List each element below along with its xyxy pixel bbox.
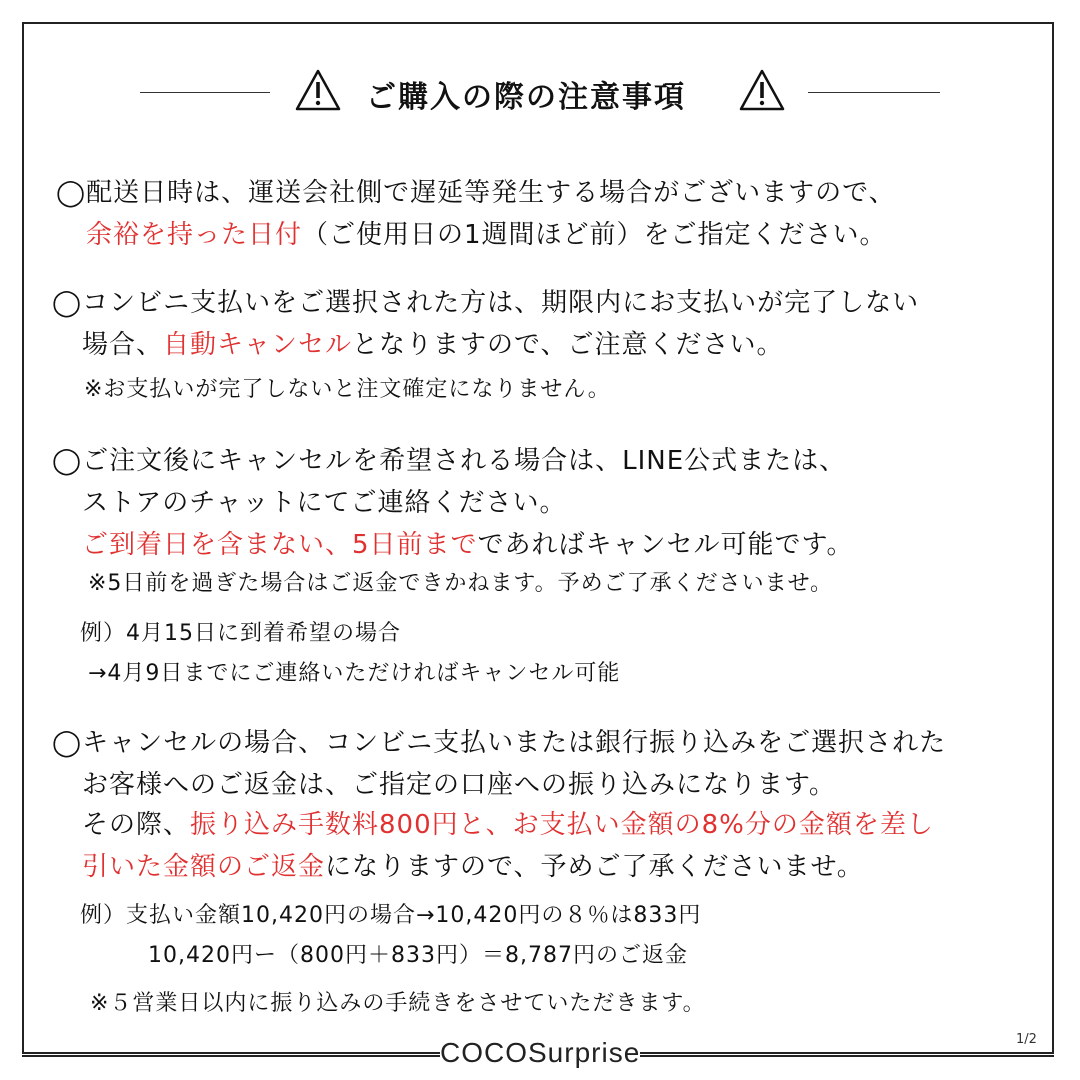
notice-line: ◯配送日時は、運送会社側で遅延等発生する場合がございますので、 [56,178,896,208]
notice-line [82,324,784,361]
example-line: 例）4月15日に到着希望の場合 [80,621,401,646]
footer-rule-left [22,1055,440,1057]
notice-line: ◯コンビニ支払いをご選択された方は、期限内にお支払いが完了しない [52,288,920,318]
notice-line: ◯ご注文後にキャンセルを希望される場合は、LINE公式または、 [52,446,847,476]
footer-rule-right [640,1055,1054,1057]
notice-line: ストアのチャットにてご連絡ください。 [82,488,567,518]
header-rule-left [140,92,270,93]
brand-logo: COCOSurprise [440,1037,640,1077]
notice-text: その際、 [82,810,191,840]
notice-text: （ご使用日の1週間ほど前）をご指定ください。 [302,220,887,250]
page-title: ご購入の際の注意事項 [366,80,686,115]
notice-line: ◯キャンセルの場合、コンビニ支払いまたは銀行振り込みをご選択された [52,728,947,758]
notice-line [86,214,887,251]
example-line: 10,420円ー（800円＋833円）＝8,787円のご返金 [148,943,688,968]
header [0,62,1080,122]
note-line: ※５営業日以内に振り込みの手続きをさせていただきます。 [90,991,706,1016]
highlight-text: ご到着日を含まない、5日前まで [82,530,478,560]
highlight-text: 余裕を持った日付 [86,220,303,250]
highlight-text: 引いた金額のご返金 [82,852,326,882]
notice-line [82,524,853,561]
notice-line [82,804,934,841]
notice-text: であればキャンセル可能です。 [477,530,854,560]
warning-triangle-icon [294,68,342,112]
highlight-text: 振り込み手数料800円と、お支払い金額の8%分の金額を差し [190,810,934,840]
note-line: ※お支払いが完了しないと注文確定になりません。 [84,377,611,402]
page-number: 1/2 [1016,1032,1037,1047]
notice-line [82,846,864,883]
warning-triangle-icon [738,68,786,112]
notice-text: 場合、 [82,330,164,360]
example-line: 例）支払い金額10,420円の場合→10,420円の８％は833円 [80,903,702,928]
highlight-text: 自動キャンセル [163,330,353,360]
notice-text: になりますので、予めご了承くださいませ。 [325,852,864,882]
header-rule-right [808,92,940,93]
notice-text: となりますので、ご注意ください。 [352,330,784,360]
example-line: →4月9日までにご連絡いただければキャンセル可能 [88,661,621,686]
note-line: ※5日前を過ぎた場合はご返金できかねます。予めご了承くださいませ。 [88,571,834,596]
notice-line: お客様へのご返金は、ご指定の口座への振り込みになります。 [82,770,836,800]
